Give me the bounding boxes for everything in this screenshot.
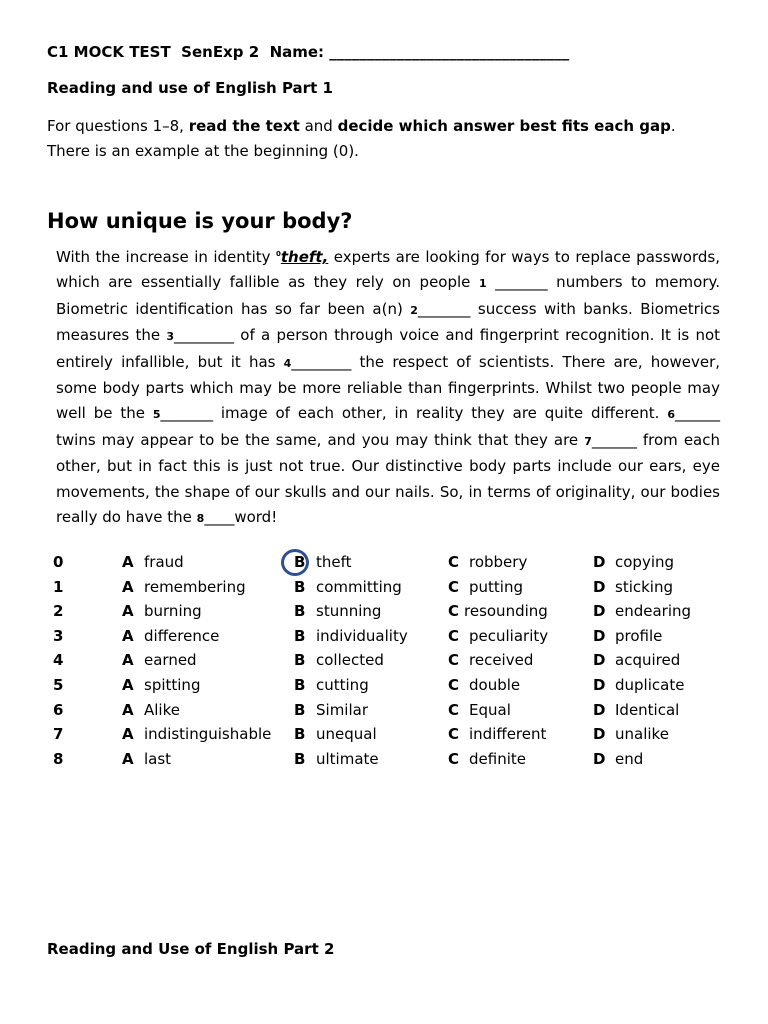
option-c[interactable]: Equal — [469, 700, 511, 719]
question-number: 0 — [53, 553, 64, 571]
instructions-text: . — [670, 117, 676, 135]
gap-number-7: 7 — [584, 434, 592, 448]
part2-title: Reading and Use of English Part 2 — [47, 940, 335, 958]
option-b[interactable]: Similar — [316, 700, 368, 719]
instructions-text: and — [299, 117, 338, 135]
option-letter-b: B — [294, 626, 306, 645]
option-c[interactable]: double — [469, 676, 521, 694]
option-b[interactable]: individuality — [316, 626, 408, 645]
passage-segment: ______ twins may appear to be the same, and you may think that they are — [56, 404, 720, 449]
example-answer-circle — [281, 549, 309, 576]
option-d[interactable]: sticking — [615, 577, 673, 596]
option-a[interactable]: remembering — [144, 577, 246, 596]
option-row-4 — [0, 651, 768, 676]
option-letter-b: B — [294, 651, 306, 670]
option-c[interactable]: peculiarity — [469, 626, 549, 645]
passage-segment: With the increase in identity — [56, 248, 276, 266]
passage-segment: _______ success with banks. Biometrics measures the — [56, 299, 720, 345]
gap-number-4: 4 — [283, 356, 292, 370]
option-row-3 — [0, 627, 768, 652]
option-d[interactable]: acquired — [615, 651, 681, 670]
option-letter-c: C — [448, 700, 460, 719]
option-letter-c: C — [448, 651, 460, 670]
passage-segment: ________ of a person through voice and fingerprint recognition. It is not entirely infallible, but it has — [56, 326, 721, 371]
example-answer: theft, — [280, 248, 329, 266]
option-letter-b: B — [294, 602, 306, 621]
option-b[interactable]: cutting — [316, 676, 369, 694]
option-d[interactable]: Identical — [615, 700, 680, 719]
question-number: 4 — [53, 651, 64, 670]
instructions-emphasis: decide which answer best fits each gap — [337, 117, 671, 135]
option-b[interactable]: ultimate — [316, 749, 379, 768]
question-number: 7 — [53, 725, 64, 744]
option-letter-c: C — [448, 602, 460, 621]
gap-number-1: 1 — [478, 277, 487, 291]
passage-segment: _______ numbers to memory. Biometric identification has so far been a(n) — [56, 273, 720, 318]
option-a[interactable]: fraud — [144, 553, 184, 571]
option-c[interactable]: definite — [469, 749, 526, 768]
part1-title: Reading and use of English Part 1 — [47, 79, 333, 97]
option-letter-d: D — [593, 577, 606, 596]
option-letter-c: C — [448, 725, 460, 744]
option-letter-a: A — [122, 577, 134, 596]
option-letter-b: B — [294, 700, 306, 719]
option-a[interactable]: earned — [144, 651, 197, 670]
option-letter-d: D — [593, 602, 606, 621]
option-row-0 — [0, 553, 768, 578]
question-number: 2 — [53, 602, 64, 621]
option-c[interactable]: resounding — [464, 602, 548, 621]
option-a[interactable]: spitting — [144, 676, 201, 694]
option-row-7 — [0, 725, 768, 750]
option-row-8 — [0, 750, 768, 775]
option-b[interactable]: committing — [316, 577, 402, 596]
option-letter-d: D — [593, 626, 606, 645]
passage-text — [56, 242, 720, 531]
option-b[interactable]: collected — [316, 651, 384, 670]
option-a[interactable]: last — [144, 749, 172, 768]
option-letter-a: A — [122, 626, 134, 645]
option-row-6 — [0, 701, 768, 726]
passage-segment: _______ image of each other, in reality they are quite different. — [160, 404, 668, 423]
gap-number-3: 3 — [166, 330, 175, 344]
option-letter-b: B — [294, 749, 306, 768]
option-letter-a: A — [122, 676, 134, 694]
option-b[interactable]: unequal — [316, 725, 377, 744]
option-d[interactable]: unalike — [615, 725, 669, 744]
option-letter-c: C — [448, 749, 460, 768]
passage-segment: ______ from each other, but in fact this is just not true. Our distinctive body parts include our ears, eye movements, the shape of our skulls and our nails. So, in terms of originality, our bodies really do have the — [56, 430, 721, 527]
option-letter-d: D — [593, 700, 606, 719]
example-gap-number: 0 — [276, 250, 281, 258]
option-d[interactable]: profile — [615, 626, 663, 645]
option-a[interactable]: difference — [144, 626, 220, 645]
passage-segment: ________ the respect of scientists. There are, however, some body parts which may be more reliable than fingerprints. Whilst two people may well be the — [56, 352, 721, 423]
option-letter-c: C — [448, 676, 460, 694]
option-c[interactable]: putting — [469, 577, 523, 596]
gap-number-2: 2 — [410, 303, 418, 317]
passage-title: How unique is your body? — [47, 209, 353, 233]
option-letter-b: B — [294, 553, 306, 571]
gap-number-6: 6 — [667, 408, 675, 422]
option-letter-a: A — [122, 749, 134, 768]
option-letter-c: C — [448, 553, 460, 571]
option-a[interactable]: indistinguishable — [144, 725, 272, 744]
gap-number-5: 5 — [152, 408, 161, 422]
option-letter-d: D — [593, 651, 606, 670]
option-d[interactable]: duplicate — [615, 676, 685, 694]
option-letter-a: A — [122, 602, 134, 621]
question-number: 8 — [53, 749, 64, 768]
option-b[interactable]: theft — [316, 553, 352, 571]
option-letter-a: A — [122, 700, 134, 719]
option-letter-a: A — [122, 553, 134, 571]
test-header: C1 MOCK TEST SenExp 2 Name: ________________________________ — [47, 43, 570, 61]
option-row-1 — [0, 578, 768, 603]
option-letter-b: B — [294, 676, 306, 694]
gap-number-8: 8 — [196, 512, 205, 526]
passage-segment: ____word! — [204, 508, 278, 527]
option-letter-c: C — [448, 577, 460, 596]
question-number: 6 — [53, 700, 64, 719]
option-letter-b: B — [294, 725, 306, 744]
option-letter-b: B — [294, 577, 306, 596]
option-letter-a: A — [122, 725, 134, 744]
option-a[interactable]: Alike — [144, 700, 180, 719]
option-c[interactable]: indifferent — [469, 725, 547, 744]
instructions-text: For questions 1–8, — [47, 117, 189, 135]
option-letter-d: D — [593, 553, 606, 571]
passage-segment: experts are looking for ways to replace passwords, which are essentially fallible as they rely on people — [56, 248, 720, 292]
question-number: 3 — [53, 626, 64, 645]
option-letter-c: C — [448, 626, 460, 645]
option-row-2 — [0, 602, 768, 627]
question-number: 1 — [53, 577, 64, 596]
option-b[interactable]: stunning — [316, 602, 382, 621]
option-c[interactable]: robbery — [469, 553, 528, 571]
option-d[interactable]: endearing — [615, 602, 692, 621]
instructions-example-note: There is an example at the beginning (0). — [47, 142, 359, 160]
option-d[interactable]: end — [615, 749, 644, 768]
option-a[interactable]: burning — [144, 602, 202, 621]
option-c[interactable]: received — [469, 651, 534, 670]
option-d[interactable]: copying — [615, 553, 675, 571]
option-row-5 — [0, 676, 768, 701]
option-letter-a: A — [122, 651, 134, 670]
option-letter-d: D — [593, 676, 606, 694]
option-letter-d: D — [593, 749, 606, 768]
option-letter-d: D — [593, 725, 606, 744]
instructions — [47, 114, 737, 164]
instructions-emphasis: read the text — [188, 117, 300, 135]
question-number: 5 — [53, 676, 64, 694]
